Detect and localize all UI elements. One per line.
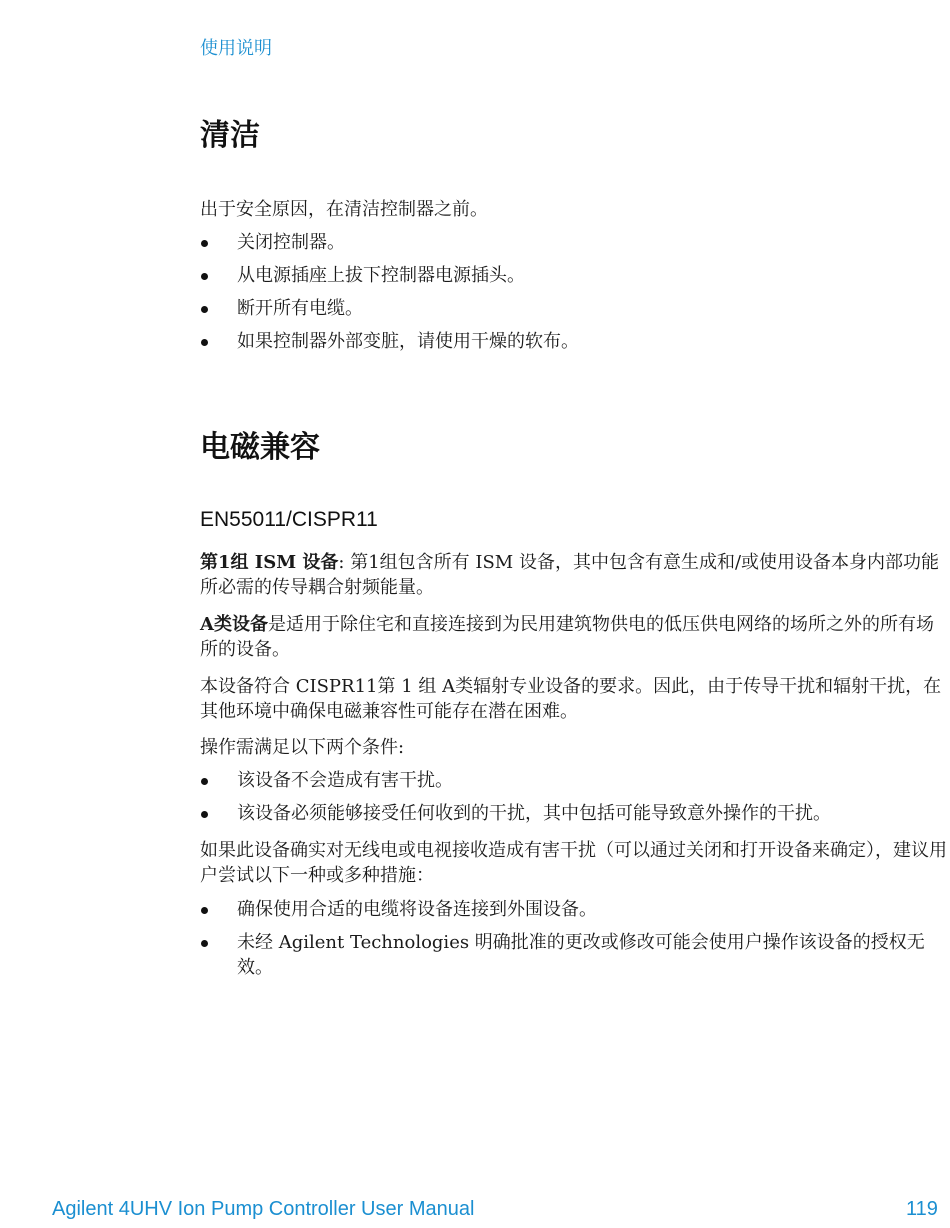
bullet-icon: [201, 907, 208, 914]
bullet-icon: [201, 240, 208, 247]
footer-page-number: 119: [906, 1198, 938, 1220]
class-a-text: 是适用于除住宅和直接连接到为民用建筑物供电的低压供电网络的场所之外的所有场所的设备。: [200, 614, 934, 660]
conditions-intro: 操作需满足以下两个条件:: [200, 737, 405, 758]
bullet-icon: [201, 306, 208, 313]
class-a-label: A类设备: [200, 614, 268, 635]
footer-manual-title: Agilent 4UHV Ion Pump Controller User Manual: [52, 1198, 475, 1220]
interference-paragraph: 如果此设备确实对无线电或电视接收造成有害干扰（可以通过关闭和打开设备来确定），建议用户尝试以下一种或多种措施：: [200, 840, 947, 886]
measures-list: [200, 897, 950, 980]
group1-label: 第1组 ISM 设备: [200, 552, 339, 573]
bullet-icon: [201, 778, 208, 785]
list-item: 该设备必须能够接受任何收到的干扰，其中包括可能导致意外操作的干扰。: [200, 801, 950, 834]
bullet-icon: [201, 273, 208, 280]
list-item: 断开所有电缆。: [200, 296, 950, 329]
list-item: 从电源插座上拔下控制器电源插头。: [200, 263, 950, 296]
list-item: 如果控制器外部变脏，请使用干燥的软布。: [200, 329, 950, 362]
cleaning-list: [200, 230, 950, 362]
group1-text: : 第1组包含所有 ISM 设备，其中包含有意生成和/或使用设备本身内部功能所必需的传导耦合射频能量。: [200, 552, 940, 598]
bullet-icon: [201, 339, 208, 346]
header-section-link[interactable]: 使用说明: [200, 38, 272, 59]
list-item: 确保使用合适的电缆将设备连接到外围设备。: [200, 897, 950, 930]
class-a-paragraph: [200, 612, 950, 662]
group1-paragraph: [200, 550, 950, 600]
emc-standard-heading: EN55011/CISPR11: [200, 508, 378, 531]
bullet-icon: [201, 811, 208, 818]
conditions-list: [200, 768, 950, 834]
compliance-paragraph: 本设备符合 CISPR11第 1 组 A类辐射专业设备的要求。因此，由于传导干扰和辐射干扰，在其他环境中确保电磁兼容性可能存在潜在困难。: [200, 676, 942, 722]
list-item: 关闭控制器。: [200, 230, 950, 263]
cleaning-intro: 出于安全原因，在清洁控制器之前。: [200, 199, 488, 220]
emc-heading: 电磁兼容: [200, 430, 320, 465]
bullet-icon: [201, 940, 208, 947]
list-item: 未经 Agilent Technologies 明确批准的更改或修改可能会使用户操作该设备的授权无效。: [200, 930, 950, 980]
list-item: 该设备不会造成有害干扰。: [200, 768, 950, 801]
cleaning-heading: 清洁: [200, 118, 260, 153]
